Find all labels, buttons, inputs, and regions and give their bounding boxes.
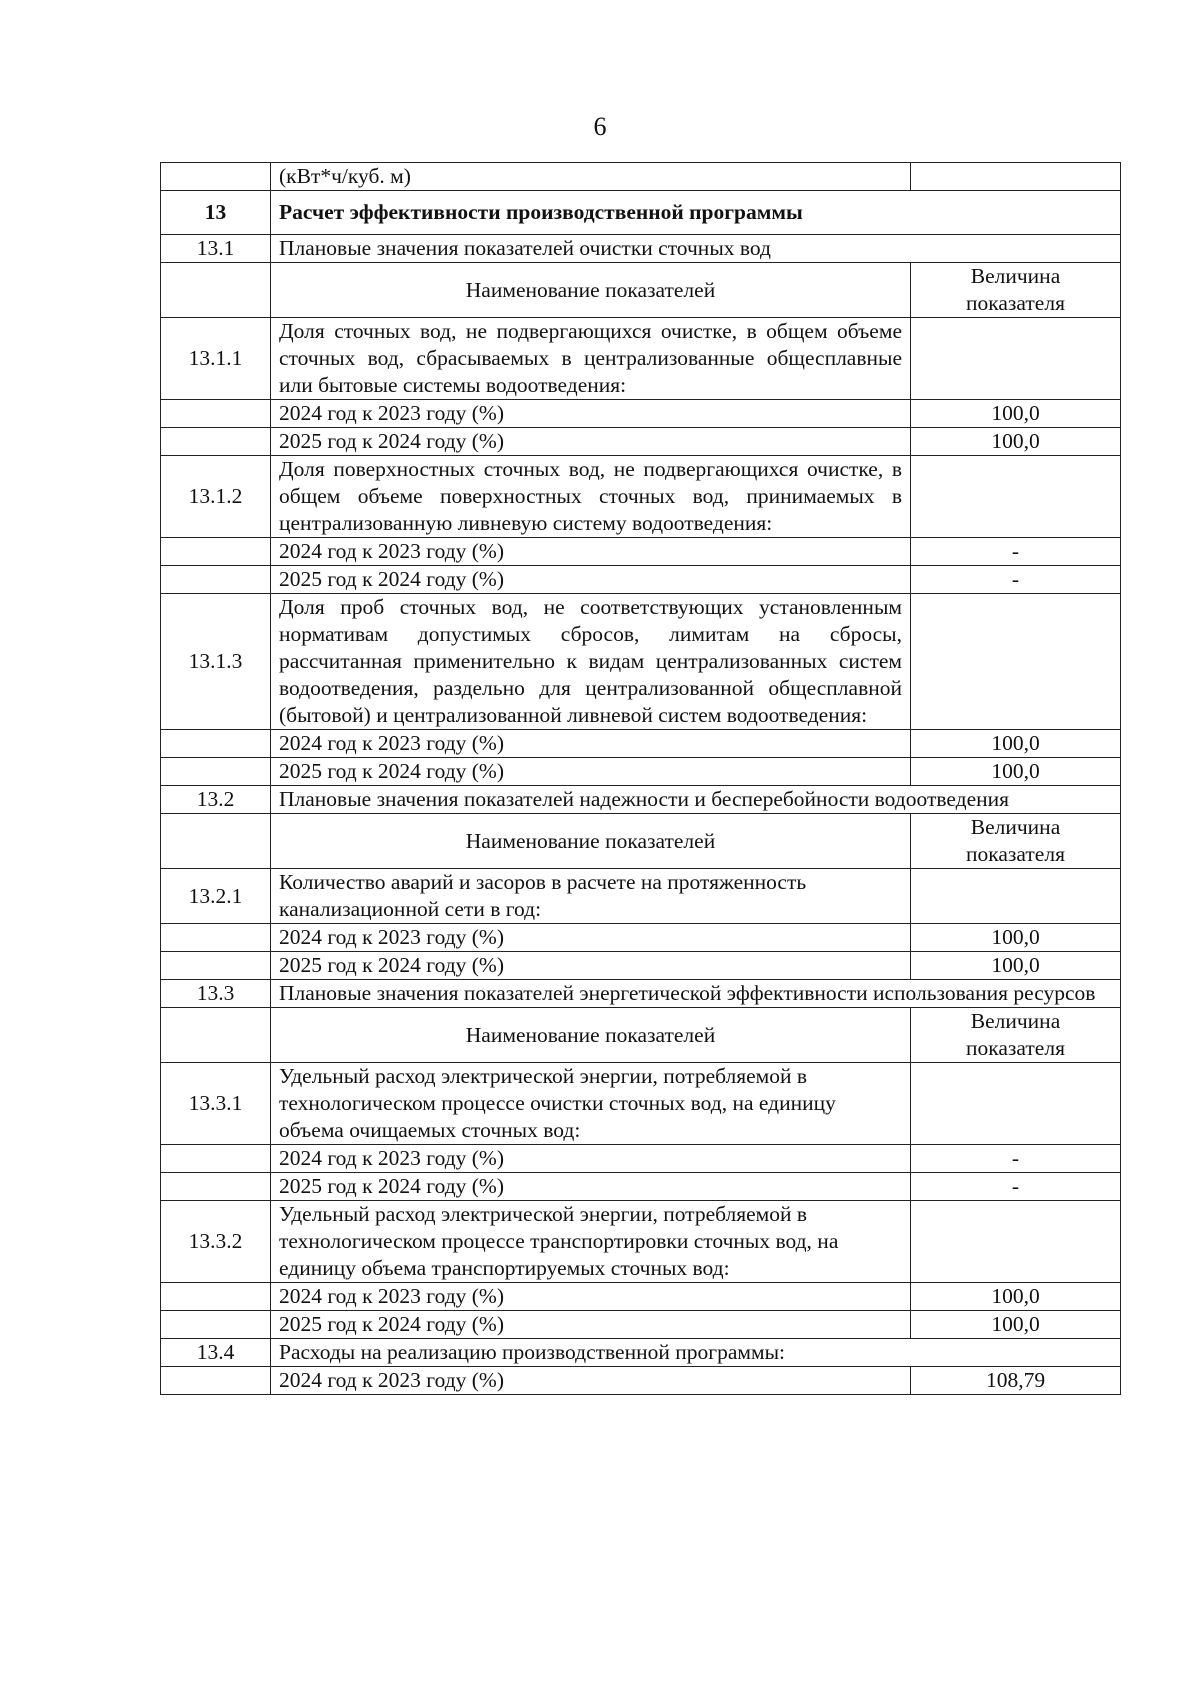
num-cell: [161, 758, 271, 786]
indicator-row: [161, 869, 1121, 924]
year-row: [161, 566, 1121, 594]
value-cell: [911, 594, 1121, 730]
page-number: 6: [593, 112, 607, 141]
year-row: [161, 924, 1121, 952]
section-title: Плановые значения показателей энергетической эффективности использования ресурсов: [271, 980, 1121, 1008]
indicator-number: 13.1.1: [161, 318, 271, 400]
value-cell: [911, 318, 1121, 400]
year-label: 2025 год к 2024 году (%): [271, 1311, 911, 1339]
indicator-text: Удельный расход электрической энергии, потребляемой в технологическом процессе транспортировки сточных вод, на единицу объема транспортируемых сточных вод:: [271, 1201, 911, 1283]
year-row: [161, 1367, 1121, 1395]
header-row: [161, 814, 1121, 869]
section-number: 13.3: [161, 980, 271, 1008]
section-title: Расчет эффективности производственной программы: [271, 191, 1121, 235]
year-value: 100,0: [911, 428, 1121, 456]
section-title: Плановые значения показателей очистки сточных вод: [271, 235, 1121, 263]
indicator-row: [161, 594, 1121, 730]
indicator-number: 13.1.3: [161, 594, 271, 730]
header-value: Величина показателя: [911, 263, 1121, 318]
year-row: [161, 538, 1121, 566]
num-cell: [161, 263, 271, 318]
value-cell: [911, 869, 1121, 924]
num-cell: [161, 1145, 271, 1173]
section-row: [161, 235, 1121, 263]
year-value: 108,79: [911, 1367, 1121, 1395]
num-cell: [161, 428, 271, 456]
year-value: -: [911, 1145, 1121, 1173]
value-cell: [911, 1063, 1121, 1145]
section-number: 13.2: [161, 786, 271, 814]
indicator-row: [161, 1063, 1121, 1145]
num-cell: [161, 814, 271, 869]
indicator-text: Доля проб сточных вод, не соответствующих установленным нормативам допустимых сбросов, лимитам на сбросы, рассчитанная применительно к видам централизованных систем водоотведения, раздельно для централизованной общесплавной (бытовой) и централизованной ливневой систем водоотведения:: [271, 594, 911, 730]
indicator-row: [161, 318, 1121, 400]
year-label: 2025 год к 2024 году (%): [271, 566, 911, 594]
section-number: 13.4: [161, 1339, 271, 1367]
year-value: -: [911, 566, 1121, 594]
indicator-text: Количество аварий и засоров в расчете на протяженность канализационной сети в год:: [271, 869, 911, 924]
section-number: 13.1: [161, 235, 271, 263]
year-value: 100,0: [911, 1311, 1121, 1339]
section-title: Расходы на реализацию производственной программы:: [271, 1339, 1121, 1367]
indicators-table: [160, 162, 1121, 1395]
year-row: [161, 1173, 1121, 1201]
num-cell: [161, 1173, 271, 1201]
num-cell: [161, 1008, 271, 1063]
num-cell: [161, 163, 271, 191]
year-label: 2025 год к 2024 году (%): [271, 428, 911, 456]
year-row: [161, 400, 1121, 428]
num-cell: [161, 924, 271, 952]
num-cell: [161, 538, 271, 566]
year-label: 2024 год к 2023 году (%): [271, 730, 911, 758]
year-value: 100,0: [911, 730, 1121, 758]
num-cell: [161, 400, 271, 428]
num-cell: [161, 1367, 271, 1395]
year-value: -: [911, 538, 1121, 566]
num-cell: [161, 1283, 271, 1311]
indicator-text: Удельный расход электрической энергии, потребляемой в технологическом процессе очистки сточных вод, на единицу объема очищаемых сточных вод:: [271, 1063, 911, 1145]
header-row: [161, 263, 1121, 318]
unit-cell: (кВт*ч/куб. м): [271, 163, 911, 191]
header-row: [161, 1008, 1121, 1063]
header-name: Наименование показателей: [271, 814, 911, 869]
section-row: [161, 191, 1121, 235]
table-row: [161, 163, 1121, 191]
year-label: 2024 год к 2023 году (%): [271, 1145, 911, 1173]
value-cell: [911, 163, 1121, 191]
year-row: [161, 1311, 1121, 1339]
year-value: 100,0: [911, 1283, 1121, 1311]
header-value: Величина показателя: [911, 1008, 1121, 1063]
year-row: [161, 758, 1121, 786]
year-label: 2025 год к 2024 году (%): [271, 758, 911, 786]
year-label: 2024 год к 2023 году (%): [271, 1367, 911, 1395]
year-label: 2024 год к 2023 году (%): [271, 924, 911, 952]
indicator-number: 13.2.1: [161, 869, 271, 924]
year-label: 2024 год к 2023 году (%): [271, 1283, 911, 1311]
indicator-number: 13.3.1: [161, 1063, 271, 1145]
section-title: Плановые значения показателей надежности и бесперебойности водоотведения: [271, 786, 1121, 814]
header-value: Величина показателя: [911, 814, 1121, 869]
value-cell: [911, 1201, 1121, 1283]
header-name: Наименование показателей: [271, 263, 911, 318]
year-row: [161, 730, 1121, 758]
year-label: 2024 год к 2023 году (%): [271, 538, 911, 566]
year-value: 100,0: [911, 924, 1121, 952]
header-name: Наименование показателей: [271, 1008, 911, 1063]
num-cell: [161, 566, 271, 594]
year-row: [161, 952, 1121, 980]
indicator-number: 13.3.2: [161, 1201, 271, 1283]
value-cell: [911, 456, 1121, 538]
indicator-text: Доля сточных вод, не подвергающихся очистке, в общем объеме сточных вод, сбрасываемых в централизованные общесплавные или бытовые системы водоотведения:: [271, 318, 911, 400]
year-value: 100,0: [911, 400, 1121, 428]
num-cell: [161, 730, 271, 758]
num-cell: [161, 1311, 271, 1339]
year-value: -: [911, 1173, 1121, 1201]
year-label: 2024 год к 2023 году (%): [271, 400, 911, 428]
indicator-text: Доля поверхностных сточных вод, не подвергающихся очистке, в общем объеме поверхностных сточных вод, принимаемых в централизованную ливневую систему водоотведения:: [271, 456, 911, 538]
section-row: [161, 786, 1121, 814]
year-row: [161, 428, 1121, 456]
year-row: [161, 1145, 1121, 1173]
year-value: 100,0: [911, 952, 1121, 980]
indicator-number: 13.1.2: [161, 456, 271, 538]
indicator-row: [161, 456, 1121, 538]
section-row: [161, 1339, 1121, 1367]
num-cell: [161, 952, 271, 980]
indicator-row: [161, 1201, 1121, 1283]
year-value: 100,0: [911, 758, 1121, 786]
year-label: 2025 год к 2024 году (%): [271, 1173, 911, 1201]
section-number: 13: [161, 191, 271, 235]
year-label: 2025 год к 2024 году (%): [271, 952, 911, 980]
section-row: [161, 980, 1121, 1008]
year-row: [161, 1283, 1121, 1311]
